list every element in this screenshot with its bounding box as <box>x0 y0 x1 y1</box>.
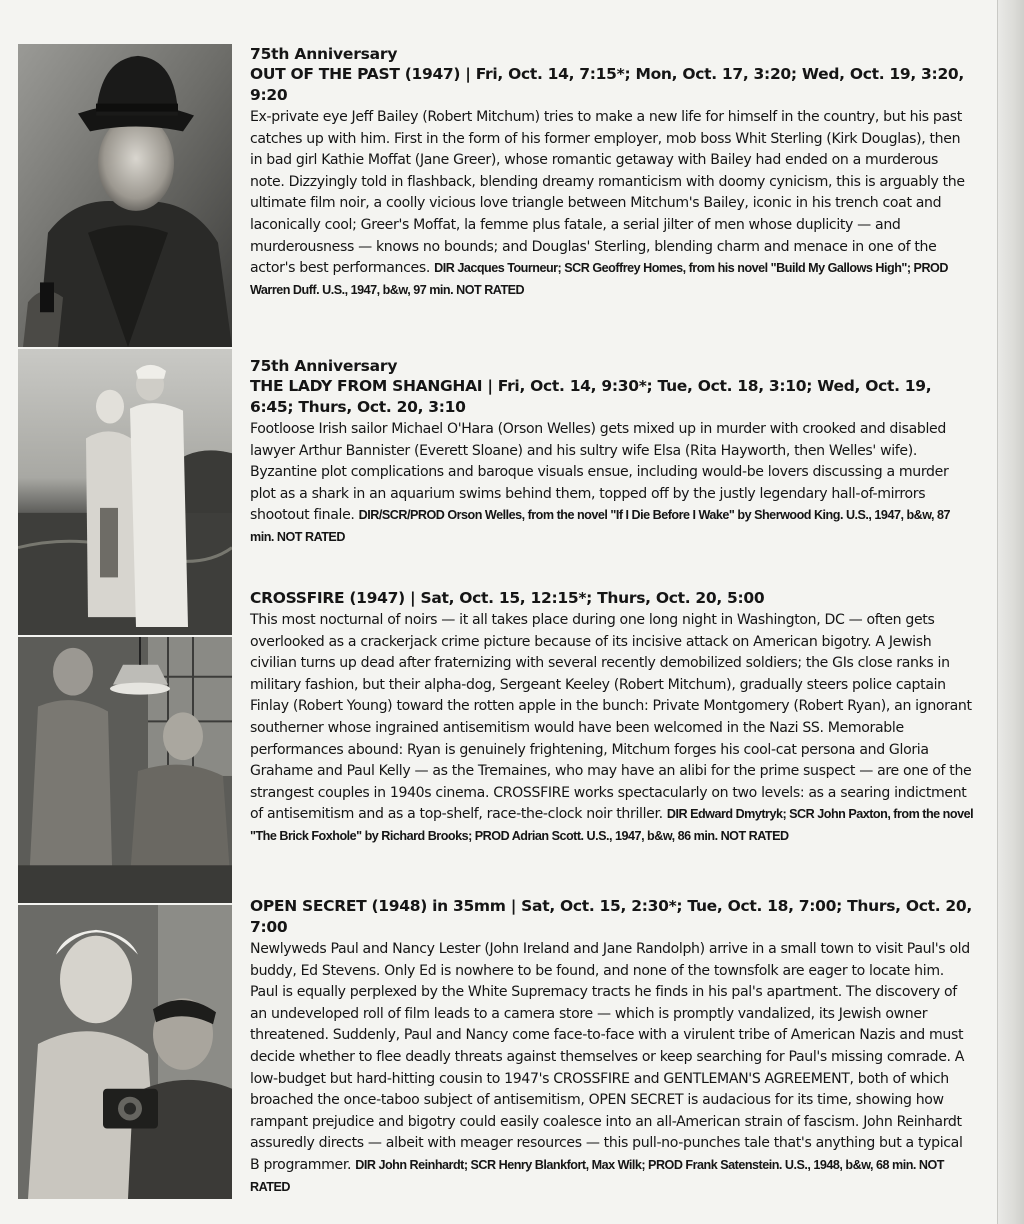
film-description <box>250 610 975 848</box>
film-credits: DIR/SCR/PROD Orson Welles, from the novel "If I Die Before I Wake" by Sherwood King. U.S., 1947, b&w, 87 min. NOT RATED <box>250 508 951 544</box>
anniversary-label: 75th Anniversary <box>250 45 398 63</box>
film-synopsis: Footloose Irish sailor Michael O'Hara (Orson Welles) gets mixed up in murder with crooked and disabled lawyer Arthur Bannister (Everett Sloane) and his sultry wife Elsa (Rita Hayworth, then Welles' wife). Byzantine plot complications and baroque visuals ensue, including would-be lovers discussing a murder plot as a shark in an aquarium swims behind them, topped off by the justly legendary hall-of-mirrors shootout finale. <box>250 421 949 524</box>
film-entry-lady-from-shanghai <box>250 356 975 576</box>
film-entry-open-secret <box>250 896 975 1198</box>
film-heading: CROSSFIRE (1947) | Sat, Oct. 15, 12:15*; Thurs, Oct. 20, 5:00 <box>250 589 765 607</box>
film-credits: DIR John Reinhardt; SCR Henry Blankfort, Max Wilk; PROD Frank Satenstein. U.S., 1948, b&w, 68 min. NOT RATED <box>250 1157 945 1194</box>
film-credits: DIR Jacques Tourneur; SCR Geoffrey Homes, from his novel "Build My Gallows High"; PROD Warren Duff. U.S., 1947, b&w, 97 min. NOT RATED <box>250 261 948 297</box>
film-still-out-of-the-past <box>18 44 232 349</box>
film-synopsis: Ex-private eye Jeff Bailey (Robert Mitchum) tries to make a new life for himself in the country, but his past catches up with him. First in the form of his former employer, mob boss Whit Sterling (Kirk Douglas), then in bad girl Kathie Moffat (Jane Greer), whose romantic getaway with Bailey had ended on a murderous note. Dizzyingly told in flashback, blending dreamy romanticism with doomy cynicism, this is arguably the ultimate film noir, a coolly vicious love triangle between Mitchum's Bailey, iconic in his trench coat and laconically cool; Greer's Moffat, la femme plus fatale, a serial jilter of men whose duplicity — and murderousness — knows no bounds; and Douglas' Sterling, blending charm and menace in one of the actor's best performances. <box>250 109 965 277</box>
film-description <box>250 419 975 549</box>
film-entry-out-of-the-past <box>250 44 975 344</box>
film-heading: THE LADY FROM SHANGHAI | Fri, Oct. 14, 9:30*; Tue, Oct. 18, 3:10; Wed, Oct. 19, 6:45; Thurs, Oct. 20, 3:10 <box>250 377 932 416</box>
anniversary-label: 75th Anniversary <box>250 357 398 375</box>
film-synopsis: This most nocturnal of noirs — it all takes place during one long night in Washington, DC — often gets overlooked as a crackerjack crime picture because of its incisive attack on American bigotry. A Jewish civilian turns up dead after fraternizing with several recently demobilized soldiers; the GIs close ranks in military fashion, but their alpha-dog, Sergeant Keeley (Robert Mitchum), gradually steers police captain Finlay (Robert Young) toward the rotten apple in the bunch: Private Montgomery (Robert Ryan), an ignorant southerner whose ingrained antisemitism would have been welcomed in the Nazi SS. Memorable performances abound: Ryan is genuinely frightening, Mitchum forges his cool-cat persona and Gloria Grahame and Paul Kelly — as the Tremaines, who may have an alibi for the prime suspect — are one of the strangest couples in 1940s cinema. CROSSFIRE works spectacularly on two levels: as a searing indictment of antisemitism and as a top-shelf, race-the-clock noir thriller. <box>250 612 972 823</box>
page-edge <box>997 0 1024 1224</box>
film-synopsis: Newlyweds Paul and Nancy Lester (John Ireland and Jane Randolph) arrive in a small town to visit Paul's old buddy, Ed Stevens. Only Ed is nowhere to be found, and none of the townsfolk are eager to locate him. Paul is equally perplexed by the White Supremacy tracts he finds in his pal's apartment. The discovery of an undeveloped roll of film leads to a camera store — which is promptly vandalized, its Jewish owner threatened. Suddenly, Paul and Nancy come face-to-face with a virulent tribe of American Nazis and must decide whether to flee deadly threats against themselves or keep searching for Paul's missing comrade. A low-budget but hard-hitting cousin to 1947's CROSSFIRE and GENTLEMAN'S AGREEMENT, both of which broached the once-taboo subject of antisemitism, OPEN SECRET is audacious for its time, showing how rampant prejudice and bigotry could easily coalesce into an all-American strain of fascism. John Reinhardt assuredly directs — albeit with meager resources — this pull-no-punches tale that's anything but a typical B programmer. <box>250 941 970 1173</box>
film-entry-crossfire <box>250 588 975 884</box>
photo-column <box>18 44 232 1201</box>
film-credits: DIR Edward Dmytryk; SCR John Paxton, from the novel "The Brick Foxhole" by Richard Brooks; PROD Adrian Scott. U.S., 1947, b&w, 86 min. NOT RATED <box>250 807 974 843</box>
film-listings <box>250 44 975 1210</box>
film-heading: OUT OF THE PAST (1947) | Fri, Oct. 14, 7:15*; Mon, Oct. 17, 3:20; Wed, Oct. 19, 3:20, 9:20 <box>250 65 964 104</box>
film-description <box>250 107 975 301</box>
film-still-lady-from-shanghai <box>18 349 232 637</box>
film-heading: OPEN SECRET (1948) in 35mm | Sat, Oct. 15, 2:30*; Tue, Oct. 18, 7:00; Thurs, Oct. 20, 7:00 <box>250 897 972 936</box>
film-still-open-secret <box>18 905 232 1201</box>
film-description <box>250 939 975 1198</box>
film-still-crossfire <box>18 637 232 905</box>
